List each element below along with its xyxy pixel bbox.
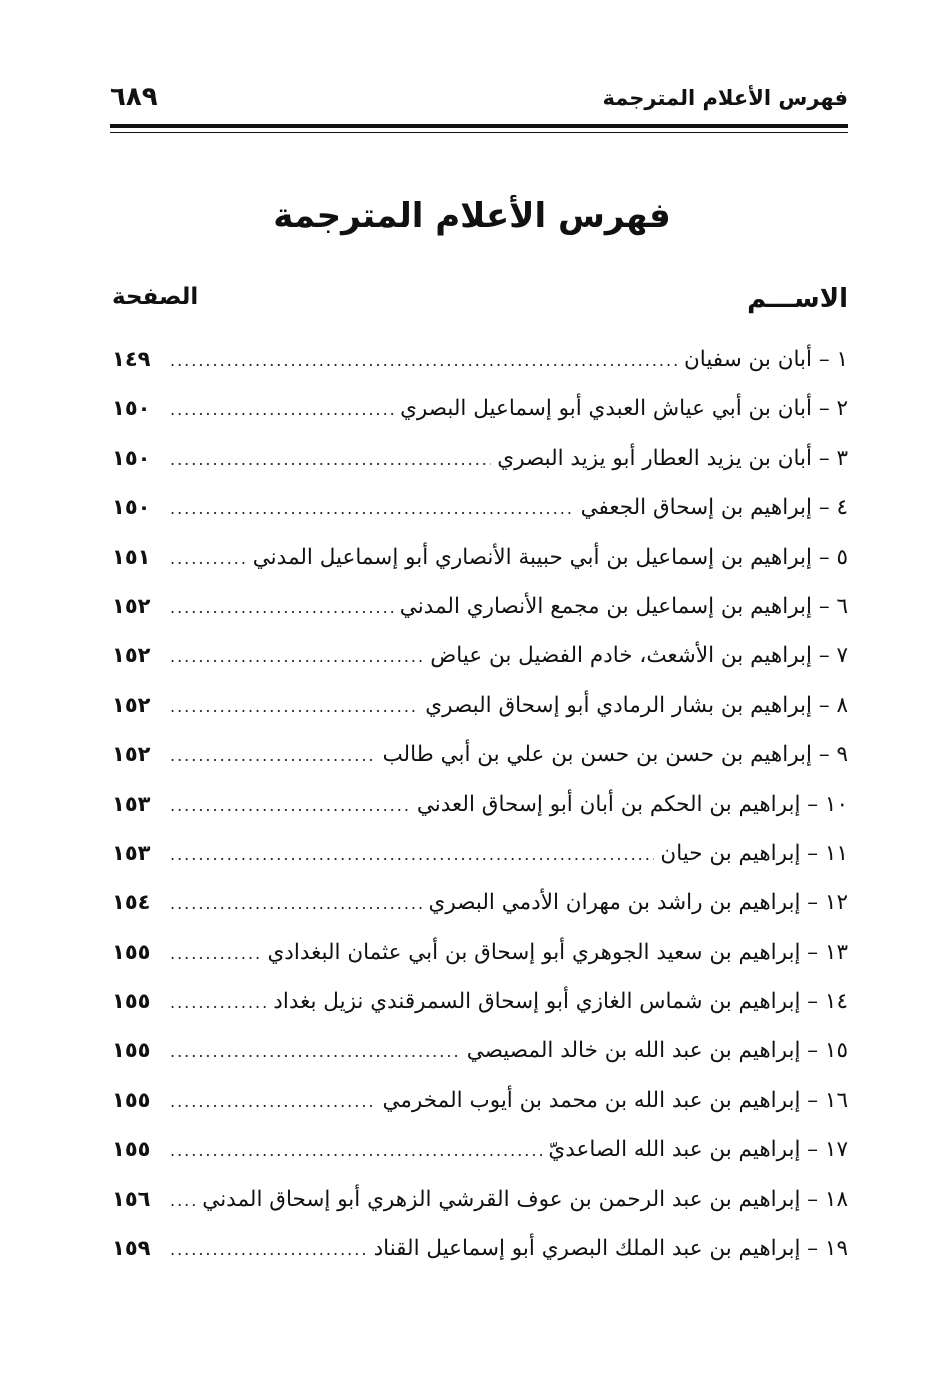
dot-leader xyxy=(170,978,267,1026)
entry-name: ٦ – إبراهيم بن إسماعيل بن مجمع الأنصاري المدني xyxy=(399,593,848,619)
index-entry xyxy=(112,730,848,779)
index-entry xyxy=(112,1076,848,1125)
entry-name: ١٠ – إبراهيم بن الحكم بن أبان أبو إسحاق العدني xyxy=(416,791,848,817)
entry-page-number: ١٥٤ xyxy=(112,890,151,915)
dot-leader xyxy=(170,1126,542,1174)
index-entry xyxy=(112,829,848,878)
dot-leader xyxy=(170,929,261,977)
dot-leader xyxy=(170,1225,368,1273)
page-number: ٦٨٩ xyxy=(110,82,158,112)
dot-leader xyxy=(170,830,654,878)
entry-page-number: ١٥٥ xyxy=(112,939,151,964)
index-entry xyxy=(112,928,848,977)
column-headers xyxy=(112,284,848,324)
dot-leader xyxy=(170,682,419,730)
dot-leader xyxy=(170,484,575,532)
index-entry xyxy=(112,483,848,532)
entry-page-number: ١٥٥ xyxy=(112,1038,151,1063)
dot-leader xyxy=(170,435,491,483)
entry-page-number: ١٥٥ xyxy=(112,1087,151,1112)
index-entries xyxy=(112,335,848,1273)
column-header-page: الصفحة xyxy=(112,284,199,310)
running-title: فهرس الأعلام المترجمة xyxy=(602,86,848,110)
entry-name: ١٢ – إبراهيم بن راشد بن مهران الأدمي البصري xyxy=(428,890,848,916)
dot-leader xyxy=(170,632,424,680)
entry-name: ١٧ – إبراهيم بن عبد الله الصاعديّ xyxy=(548,1137,848,1163)
entry-name: ٢ – أبان بن أبي عياش العبدي أبو إسماعيل البصري xyxy=(400,396,848,422)
entry-name: ٧ – إبراهيم بن الأشعث، خادم الفضيل بن عياض xyxy=(430,643,848,669)
entry-page-number: ١٥٢ xyxy=(112,692,151,717)
dot-leader xyxy=(170,1027,461,1075)
index-title: فهرس الأعلام المترجمة xyxy=(273,196,671,236)
header-rule-thin xyxy=(110,132,848,133)
entry-name: ٣ – أبان بن يزيد العطار أبو يزيد البصري xyxy=(497,445,848,471)
entry-page-number: ١٥١ xyxy=(112,544,151,569)
entry-page-number: ١٥٥ xyxy=(112,989,151,1014)
entry-page-number: ١٥٦ xyxy=(112,1186,151,1211)
entry-name: ٩ – إبراهيم بن حسن بن حسن بن علي بن أبي طالب xyxy=(382,742,848,768)
index-entry xyxy=(112,681,848,730)
entry-name: ٥ – إبراهيم بن إسماعيل بن أبي حبيبة الأنصاري أبو إسماعيل المدني xyxy=(252,544,848,570)
header-rule-thick xyxy=(110,124,848,128)
dot-leader xyxy=(170,534,247,582)
entry-page-number: ١٥٩ xyxy=(112,1236,151,1261)
entry-name: ١٨ – إبراهيم بن عبد الرحمن بن عوف القرشي الزهري أبو إسحاق المدني xyxy=(202,1186,848,1212)
entry-page-number: ١٥٠ xyxy=(112,495,151,520)
index-entry xyxy=(112,434,848,483)
dot-leader xyxy=(170,336,678,384)
entry-page-number: ١٤٩ xyxy=(112,347,151,371)
entry-page-number: ١٥٣ xyxy=(112,791,151,816)
index-entry xyxy=(112,1026,848,1075)
dot-leader xyxy=(170,583,394,631)
entry-name: ١٦ – إبراهيم بن عبد الله بن محمد بن أيوب المخرمي xyxy=(382,1087,848,1113)
entry-page-number: ١٥٠ xyxy=(112,445,151,470)
entry-name: ١ – أبان بن سفيان xyxy=(683,347,848,372)
index-entry xyxy=(112,1125,848,1174)
entry-page-number: ١٥٢ xyxy=(112,643,151,668)
index-entry xyxy=(112,780,848,829)
index-entry xyxy=(112,384,848,433)
dot-leader xyxy=(170,1077,377,1125)
dot-leader xyxy=(170,385,394,433)
dot-leader xyxy=(170,731,376,779)
entry-page-number: ١٥٢ xyxy=(112,593,151,618)
running-header xyxy=(110,82,848,122)
index-entry xyxy=(112,631,848,680)
entry-page-number: ١٥٠ xyxy=(112,396,151,421)
entry-name: ٤ – إبراهيم بن إسحاق الجعفي xyxy=(580,495,848,521)
index-entry xyxy=(112,1224,848,1273)
entry-page-number: ١٥٢ xyxy=(112,742,151,767)
entry-name: ١٥ – إبراهيم بن عبد الله بن خالد المصيصي xyxy=(466,1038,848,1064)
entry-name: ٨ – إبراهيم بن بشار الرمادي أبو إسحاق البصري xyxy=(425,692,848,718)
index-entry xyxy=(112,977,848,1026)
index-entry xyxy=(112,335,848,384)
column-header-name: الاســـم xyxy=(747,284,848,314)
index-entry xyxy=(112,533,848,582)
dot-leader xyxy=(170,1176,196,1224)
index-entry xyxy=(112,582,848,631)
entry-page-number: ١٥٣ xyxy=(112,840,151,865)
entry-name: ١٤ – إبراهيم بن شماس الغازي أبو إسحاق السمرقندي نزيل بغداد xyxy=(273,989,848,1015)
entry-name: ١١ – إبراهيم بن حيان xyxy=(660,840,848,866)
dot-leader xyxy=(170,781,411,829)
dot-leader xyxy=(170,879,423,927)
index-entry xyxy=(112,878,848,927)
entry-name: ١٣ – إبراهيم بن سعيد الجوهري أبو إسحاق بن أبي عثمان البغدادي xyxy=(267,939,848,965)
entry-page-number: ١٥٥ xyxy=(112,1137,151,1162)
index-entry xyxy=(112,1175,848,1224)
entry-name: ١٩ – إبراهيم بن عبد الملك البصري أبو إسماعيل القناد xyxy=(373,1236,848,1262)
